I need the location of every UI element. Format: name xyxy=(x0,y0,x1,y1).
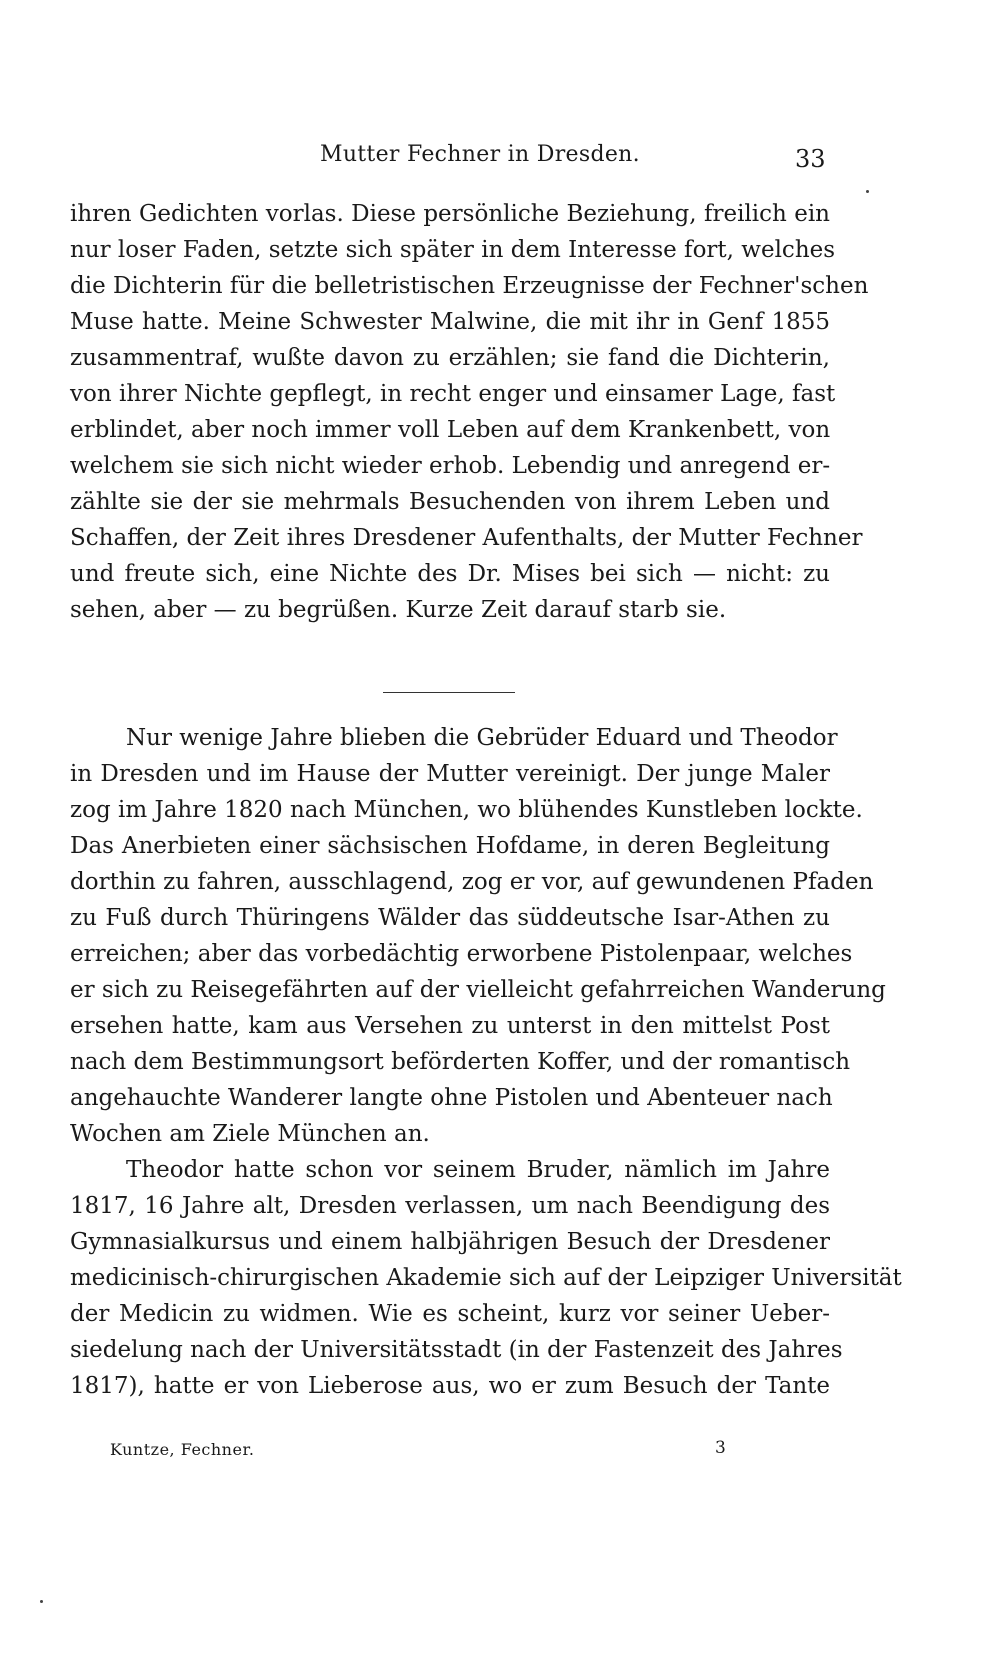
text-line: Gymnasialkursus und einem halbjährigen Besuch der Dresdener xyxy=(70,1229,830,1255)
text-line: und freute sich, eine Nichte des Dr. Mises bei sich — nicht: zu xyxy=(70,561,830,587)
running-head: Mutter Fechner in Dresden. xyxy=(320,142,640,167)
text-line: Theodor hatte schon vor seinem Bruder, nämlich im Jahre xyxy=(126,1157,830,1183)
text-line: nur loser Faden, setzte sich später in dem Interesse fort, welches xyxy=(70,237,836,263)
text-line: ihren Gedichten vorlas. Diese persönliche Beziehung, freilich ein xyxy=(70,201,830,227)
text-line: Das Anerbieten einer sächsischen Hofdame, in deren Begleitung xyxy=(70,833,830,859)
text-line: ersehen hatte, kam aus Versehen zu unterst in den mittelst Post xyxy=(70,1013,830,1039)
text-line: er sich zu Reisegefährten auf der vielleicht gefahrreichen Wanderung xyxy=(70,977,886,1003)
text-line: in Dresden und im Hause der Mutter vereinigt. Der junge Maler xyxy=(70,761,830,787)
text-line: 1817, 16 Jahre alt, Dresden verlassen, um nach Beendigung des xyxy=(70,1193,830,1219)
text-line: zählte sie der sie mehrmals Besuchenden von ihrem Leben und xyxy=(70,489,830,515)
text-line: Nur wenige Jahre blieben die Gebrüder Eduard und Theodor xyxy=(126,725,838,751)
text-line: zog im Jahre 1820 nach München, wo blühendes Kunstleben lockte. xyxy=(70,797,863,823)
scan-speck xyxy=(40,1600,43,1603)
text-line: von ihrer Nichte gepflegt, in recht enger und einsamer Lage, fast xyxy=(70,381,836,407)
text-line: zusammentraf, wußte davon zu erzählen; sie fand die Dichterin, xyxy=(70,345,830,371)
paragraph-1 xyxy=(70,196,869,628)
text-line: 1817), hatte er von Lieberose aus, wo er zum Besuch der Tante xyxy=(70,1373,830,1399)
text-line: dorthin zu fahren, ausschlagend, zog er vor, auf gewundenen Pfaden xyxy=(70,869,874,895)
text-line: die Dichterin für die belletristischen Erzeugnisse der Fechner'schen xyxy=(70,273,869,299)
section-divider xyxy=(383,692,515,693)
paragraph-2 xyxy=(70,720,902,1404)
text-line: Schaffen, der Zeit ihres Dresdener Aufenthalts, der Mutter Fechner xyxy=(70,525,863,551)
sheet-number: 3 xyxy=(715,1438,726,1458)
page-number: 33 xyxy=(795,145,826,173)
text-line: zu Fuß durch Thüringens Wälder das süddeutsche Isar-Athen zu xyxy=(70,905,830,931)
text-line: medicinisch-chirurgischen Akademie sich auf der Leipziger Universität xyxy=(70,1265,902,1291)
text-line: erblindet, aber noch immer voll Leben auf dem Krankenbett, von xyxy=(70,417,831,443)
text-line: siedelung nach der Universitätsstadt (in der Fastenzeit des Jahres xyxy=(70,1337,843,1363)
text-line: nach dem Bestimmungsort beförderten Koffer, und der romantisch xyxy=(70,1049,851,1075)
text-line: der Medicin zu widmen. Wie es scheint, kurz vor seiner Ueber- xyxy=(70,1301,830,1327)
text-line: angehauchte Wanderer langte ohne Pistolen und Abenteuer nach xyxy=(70,1085,833,1111)
printer-signature: Kuntze, Fechner. xyxy=(110,1440,255,1459)
scan-speck xyxy=(866,190,869,193)
text-line: erreichen; aber das vorbedächtig erworbene Pistolenpaar, welches xyxy=(70,941,853,967)
text-line: welchem sie sich nicht wieder erhob. Lebendig und anregend er- xyxy=(70,453,831,479)
text-line: sehen, aber — zu begrüßen. Kurze Zeit darauf starb sie. xyxy=(70,597,727,623)
text-line: Wochen am Ziele München an. xyxy=(70,1121,430,1147)
text-line: Muse hatte. Meine Schwester Malwine, die mit ihr in Genf 1855 xyxy=(70,309,830,335)
